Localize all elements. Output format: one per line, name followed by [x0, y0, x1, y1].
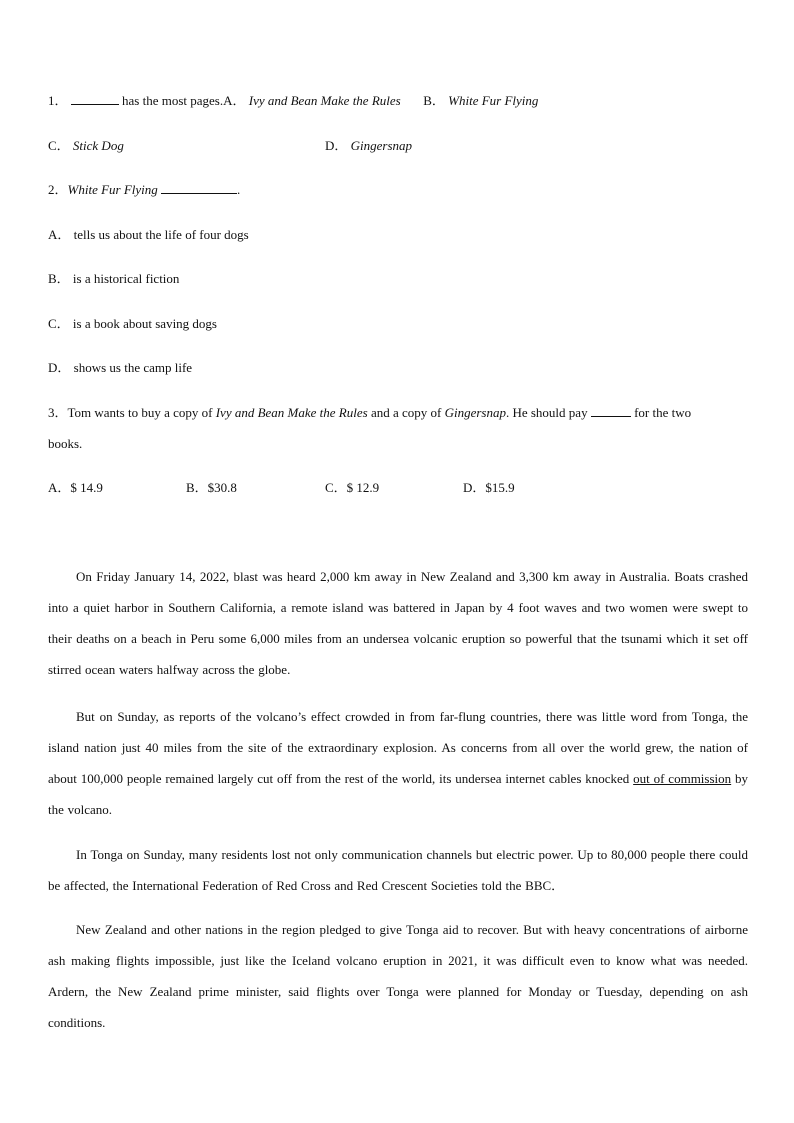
passage-paragraph-4: New Zealand and other nations in the region pledged to give Tonga aid to recover. But with heavy concentrations of airborne ash making flights impossible, just like the Iceland volcano eruption in 2021, it was difficult even to know what was needed. Ardern, the New Zealand prime minister, said flights over Tonga were planned for Monday or Tuesday, depending on ash conditions. [48, 922, 748, 1030]
option-c [48, 138, 124, 154]
question-3-book2: Gingersnap [444, 405, 506, 420]
question-3-option-c: C．$ 12.9 [325, 480, 380, 495]
question-2-option-a: A． tells us about the life of four dogs [48, 227, 249, 242]
option-a-label: A． [223, 93, 246, 108]
passage-paragraph-2-end: by the volcano. [48, 771, 749, 817]
option-b-label: B． [423, 93, 445, 108]
question-1-number: 1． [48, 93, 68, 108]
question-2-title: White Fur Flying [67, 182, 158, 197]
question-3-tail: for the two [634, 405, 692, 420]
passage-paragraph-3: In Tonga on Sunday, many residents lost not only communication channels but electric power. Up to 80,000 people there could be affected, the International Federation of Red Cross and Red Crescent Societies told the BBC． [48, 847, 748, 893]
answer-blank [591, 405, 631, 417]
question-1-line-1 [48, 93, 538, 109]
question-3-pre: 3．Tom wants to buy a copy of [48, 405, 213, 420]
question-3-option-b: B．$30.8 [186, 480, 237, 495]
question-3-option-d: D．$15.9 [463, 480, 515, 495]
answer-blank [71, 93, 119, 105]
question-2-end: . [237, 182, 241, 197]
question-3-line-1 [48, 405, 691, 421]
passage-paragraph-2 [48, 701, 748, 825]
question-3-line-2: books. [48, 436, 83, 451]
answer-blank [161, 182, 237, 194]
option-b-text: White Fur Flying [448, 93, 539, 108]
question-2-stem [48, 182, 240, 198]
option-d [325, 138, 412, 154]
question-3-book1: Ivy and Bean Make the Rules [215, 405, 368, 420]
question-1-stem: has the most pages. [122, 93, 224, 108]
option-c-label: C． [48, 138, 70, 153]
question-2-option-c: C． is a book about saving dogs [48, 316, 217, 331]
option-d-text: Gingersnap [350, 138, 413, 153]
question-2-option-b: B． is a historical fiction [48, 271, 180, 286]
question-2-option-d: D． shows us the camp life [48, 360, 193, 375]
option-a-text: Ivy and Bean Make the Rules [248, 93, 401, 108]
question-3-option-a: A．$ 14.9 [48, 480, 103, 495]
question-3-post: . He should pay [505, 405, 588, 420]
option-d-label: D． [325, 138, 348, 153]
option-c-text: Stick Dog [72, 138, 124, 153]
passage-paragraph-1: On Friday January 14, 2022, blast was heard 2,000 km away in New Zealand and 3,300 km away in Australia. Boats crashed into a quiet harbor in Southern California, a remote island was battered in Japan by 4 foot waves and two women were swept to their deaths on a beach in Peru some 6,000 miles from an undersea volcanic eruption so powerful that the tsunami which it set off stirred ocean waters halfway across the globe. [48, 569, 748, 677]
question-2-number: 2． [48, 182, 68, 197]
underlined-phrase: out of commission [633, 771, 732, 786]
question-3-mid: and a copy of [370, 405, 442, 420]
passage-paragraph-2-start: But on Sunday, as reports of the volcano’s effect crowded in from far-flung countries, there was little word from Tonga, the island nation just 40 miles from the site of the extraordinary explosion. As concerns from all over the world grew, the nation of about 100,000 people remained largely cut off from the rest of the world, its undersea internet cables knocked [48, 709, 748, 786]
